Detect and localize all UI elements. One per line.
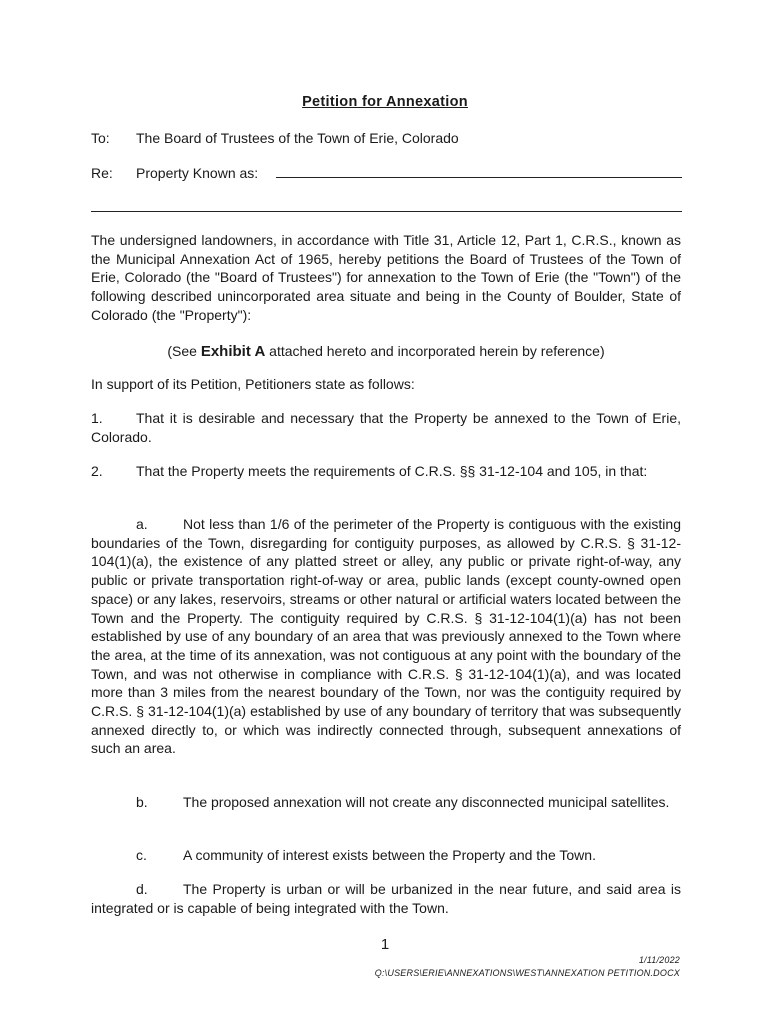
sub-item-letter: a.: [136, 516, 148, 532]
footer-file-path: Q:\USERS\ERIE\ANNEXATIONS\WEST\ANNEXATION PETITION.DOCX: [374, 968, 680, 978]
property-name-blank: [276, 177, 682, 178]
document-title: Petition for Annexation: [302, 94, 468, 110]
sub-item: [91, 793, 681, 812]
to-text: The Board of Trustees of the Town of Erie, Colorado: [136, 130, 459, 146]
property-description-blank: [91, 211, 682, 212]
numbered-item: [91, 409, 681, 446]
sub-item-text: The Property is urban or will be urbanized in the near future, and said area is integrated or is capable of being integrated with the Town.: [91, 881, 681, 916]
sub-item-text: The proposed annexation will not create any disconnected municipal satellites.: [183, 794, 670, 810]
sub-item-letter: d.: [136, 881, 148, 897]
to-line: [91, 130, 459, 146]
numbered-item: [91, 462, 681, 481]
exhibit-reference: (See Exhibit A attached hereto and incorporated herein by reference): [167, 343, 605, 360]
sub-item: [91, 846, 681, 865]
exhibit-a-label: Exhibit A: [200, 343, 266, 360]
intro-paragraph: The undersigned landowners, in accordance with Title 31, Article 12, Part 1, C.R.S., known as the Municipal Annexation Act of 1965, hereby petitions the Board of Trustees of the Town of Erie, Colorado (the "Board of Trustees") for annexation to the Town of Erie (the "Town") of the following described unincorporated area situate and being in the County of Boulder, State of Colorado (the "Property"):: [91, 232, 681, 323]
sub-item-text: Not less than 1/6 of the perimeter of the Property is contiguous with the existing boundaries of the Town, disregarding for contiguity purposes, as allowed by C.R.S. § 31-12-104(1)(a), the existence of any platted street or alley, any public or private right-of-way, any public or private transportation right-of-way or area, public lands (except county-owned open space) or any lakes, reservoirs, streams or other natural or artificial waters located between the Town and the Property. The contiguity required by C.R.S. § 31-12-104(1)(a) has not been established by use of any boundary of an area that was previously annexed to the Town where the area, at the time of its annexation, was not contiguous at any point with the boundary of the Town, and was not otherwise in compliance with C.R.S. § 31-12-104(1)(a), and was located more than 3 miles from the nearest boundary of the Town, nor was the contiguity required by C.R.S. § 31-12-104(1)(a) established by use of any boundary of territory that was subsequently annexed directly to, or which was indirectly connected through, subsequent annexations of such an area.: [91, 516, 681, 757]
re-text: Property Known as:: [136, 165, 259, 181]
footer-date: 1/11/2022: [638, 955, 680, 965]
sub-item-letter: b.: [136, 794, 148, 810]
item-number: 2.: [91, 463, 103, 479]
page-number: 1: [380, 936, 390, 953]
item-text: That it is desirable and necessary that the Property be annexed to the Town of Erie, Colorado.: [91, 410, 681, 445]
item-number: 1.: [91, 410, 103, 426]
item-text: That the Property meets the requirements of C.R.S. §§ 31-12-104 and 105, in that:: [136, 463, 648, 479]
re-label: Re:: [91, 165, 113, 181]
support-statement: In support of its Petition, Petitioners state as follows:: [91, 376, 415, 392]
to-label: To:: [91, 130, 110, 146]
sub-item-letter: c.: [136, 847, 147, 863]
sub-item: [91, 515, 681, 758]
sub-item-text: A community of interest exists between the Property and the Town.: [183, 847, 596, 863]
re-line: [91, 165, 258, 181]
sub-item: [91, 880, 681, 917]
